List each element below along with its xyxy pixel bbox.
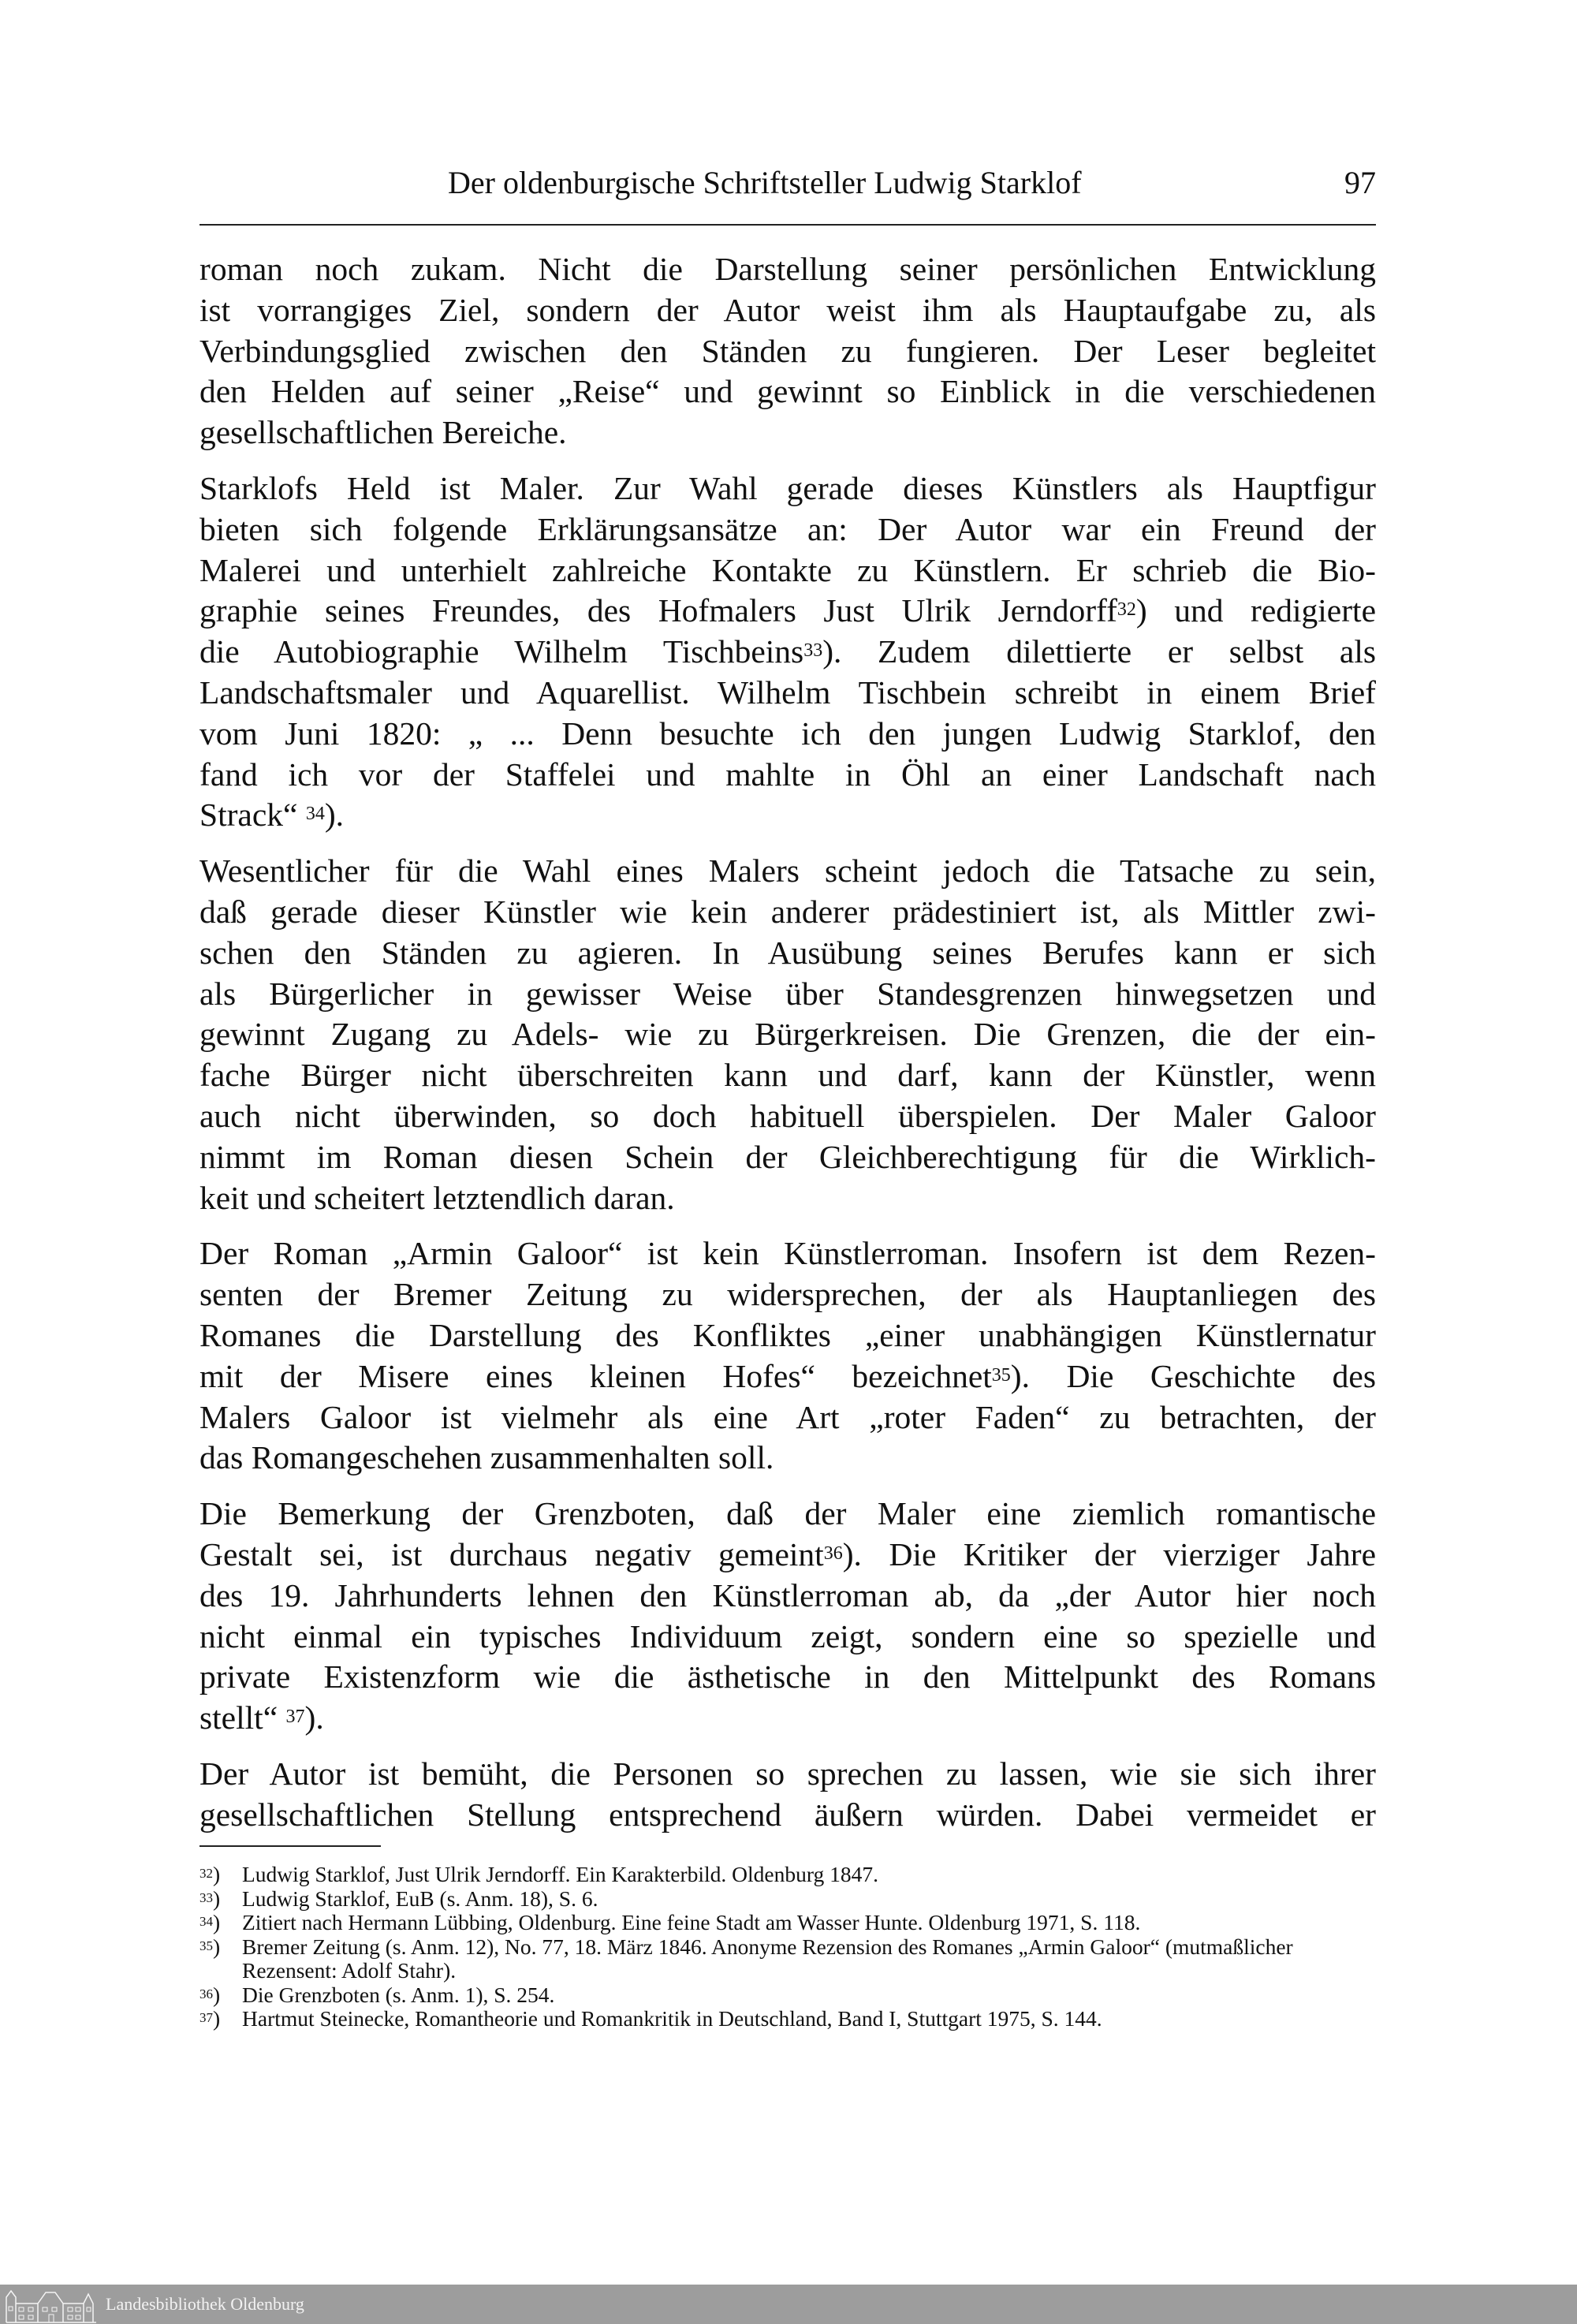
footnote-reference: 34 bbox=[305, 804, 325, 825]
text-segment: keit und scheitert letztendlich daran. bbox=[199, 1179, 675, 1216]
text-segment: fache Bürger nicht überschreiten kann und darf, kann der Künstler, wenn bbox=[199, 1057, 1376, 1094]
footnote-number-value: 37 bbox=[199, 2010, 213, 2025]
text-line bbox=[199, 1014, 1376, 1055]
text-segment: mit der Misere eines kleinen Hofes“ bezeichnet bbox=[199, 1357, 992, 1394]
footnote-number: $^{36}$) bbox=[199, 1982, 221, 2007]
text-line bbox=[199, 550, 1376, 591]
text-line bbox=[199, 1397, 1376, 1438]
text-segment: Malers Galoor ist vielmehr als eine Art „roter Faden“ zu betrachten, der bbox=[199, 1398, 1376, 1435]
paragraph bbox=[199, 851, 1376, 1218]
text-line bbox=[199, 1055, 1376, 1096]
footnote bbox=[199, 1983, 1382, 2008]
text-line bbox=[199, 892, 1376, 933]
text-line bbox=[199, 1698, 1376, 1739]
footnote-reference: 33 bbox=[803, 640, 823, 662]
footnote-number: $^{35}$) bbox=[199, 1934, 221, 1959]
footnote-number: $^{37}$) bbox=[199, 2006, 221, 2031]
footnote-number-value: 35 bbox=[199, 1938, 213, 1953]
text-line bbox=[199, 468, 1376, 509]
text-segment: als Bürgerlicher in gewisser Weise über Standesgrenzen hinwegsetzen und bbox=[199, 975, 1376, 1012]
library-building-logo bbox=[5, 2286, 98, 2324]
header-rule bbox=[199, 224, 1376, 226]
text-segment: gesellschaftlichen Stellung entsprechend äußern würden. Dabei vermeidet er bbox=[199, 1796, 1376, 1833]
running-title: Der oldenburgische Schriftsteller Ludwig Starklof bbox=[448, 165, 1082, 200]
footnote bbox=[199, 1887, 1382, 1912]
text-segment: bieten sich folgende Erklärungsansätze an: Der Autor war ein Freund der bbox=[199, 510, 1376, 547]
text-line bbox=[199, 1137, 1376, 1178]
text-line bbox=[199, 795, 1376, 836]
text-segment: Gestalt sei, ist durchaus negativ gemeint bbox=[199, 1535, 824, 1572]
text-line bbox=[199, 1438, 1376, 1479]
footnote-number-value: 33 bbox=[199, 1889, 213, 1905]
paragraph bbox=[199, 1754, 1376, 1836]
text-segment: das Romangeschehen zusammenhalten soll. bbox=[199, 1439, 774, 1476]
text-line bbox=[199, 1617, 1376, 1658]
footnote bbox=[199, 1863, 1382, 1887]
paragraph bbox=[199, 1494, 1376, 1739]
text-line bbox=[199, 1096, 1376, 1137]
text-segment: Malerei und unterhielt zahlreiche Kontakte zu Künstlern. Er schrieb die Bio- bbox=[199, 551, 1376, 588]
text-segment: ). Die Geschichte des bbox=[1010, 1357, 1376, 1394]
footnote-text: Ludwig Starklof, EuB (s. Anm. 18), S. 6. bbox=[242, 1886, 598, 1911]
text-line bbox=[199, 290, 1376, 331]
text-segment: roman noch zukam. Nicht die Darstellung seiner persönlichen Entwicklung bbox=[199, 251, 1376, 287]
footnote-number-value: 34 bbox=[199, 1914, 213, 1929]
footnote-text: Bremer Zeitung (s. Anm. 12), No. 77, 18. März 1846. Anonyme Rezension des Romanes „Armin Galoor“ (mutmaßlicher Rezensent: Adolf Stahr). bbox=[242, 1934, 1293, 1983]
text-segment: private Existenzform wie die ästhetische in den Mittelpunkt des Romans bbox=[199, 1658, 1376, 1695]
text-line bbox=[199, 1795, 1376, 1836]
text-line bbox=[199, 1178, 1376, 1219]
footnote-number-value: 36 bbox=[199, 1986, 213, 2001]
text-line bbox=[199, 509, 1376, 550]
text-line bbox=[199, 1233, 1376, 1274]
text-line bbox=[199, 1535, 1376, 1576]
footnote-rule bbox=[199, 1845, 381, 1847]
text-line bbox=[199, 933, 1376, 974]
footnote bbox=[199, 1911, 1382, 1935]
library-name: Landesbibliothek Oldenburg bbox=[106, 2294, 304, 2314]
text-line bbox=[199, 974, 1376, 1015]
text-line bbox=[199, 591, 1376, 632]
footnote-text: Zitiert nach Hermann Lübbing, Oldenburg. Eine feine Stadt am Wasser Hunte. Oldenburg 1971, S. 118. bbox=[242, 1910, 1141, 1934]
footnote-text: Hartmut Steinecke, Romantheorie und Romankritik in Deutschland, Band I, Stuttgart 1975, S. 144. bbox=[242, 2006, 1102, 2031]
text-segment: Strack“ bbox=[199, 796, 306, 834]
text-segment: gewinnt Zugang zu Adels- wie zu Bürgerkreisen. Die Grenzen, die der ein- bbox=[199, 1016, 1376, 1053]
footnote bbox=[199, 2007, 1382, 2031]
footnotes bbox=[199, 1863, 1382, 2031]
text-line bbox=[199, 755, 1376, 796]
text-segment: schen den Ständen zu agieren. In Ausübung seines Berufes kann er sich bbox=[199, 934, 1376, 971]
body-text bbox=[199, 249, 1376, 1850]
text-segment: Starklofs Held ist Maler. Zur Wahl gerade dieses Künstlers als Hauptfigur bbox=[199, 469, 1376, 506]
text-line bbox=[199, 1576, 1376, 1617]
library-footer-bar bbox=[0, 2285, 1577, 2324]
footnote-reference: 35 bbox=[991, 1364, 1011, 1386]
text-segment: Der Autor ist bemüht, die Personen so sprechen zu lassen, wie sie sich ihrer bbox=[199, 1755, 1376, 1792]
footnote-number-value: 32 bbox=[199, 1866, 213, 1881]
text-segment: auch nicht überwinden, so doch habituell überspielen. Der Maler Galoor bbox=[199, 1097, 1376, 1134]
text-segment: ). bbox=[324, 796, 345, 834]
text-line bbox=[199, 1274, 1376, 1315]
text-line bbox=[199, 1315, 1376, 1356]
footnote-reference: 36 bbox=[823, 1542, 843, 1564]
text-segment: Verbindungsglied zwischen den Ständen zu fungieren. Der Leser begleitet bbox=[199, 332, 1376, 369]
text-segment: Der Roman „Armin Galoor“ ist kein Künstlerroman. Insofern ist dem Rezen- bbox=[199, 1235, 1376, 1272]
text-line bbox=[199, 412, 1376, 453]
footnote-text: Die Grenzboten (s. Anm. 1), S. 254. bbox=[242, 1982, 555, 2007]
footnote-reference: 37 bbox=[285, 1707, 305, 1728]
running-header bbox=[199, 164, 1376, 211]
text-segment: gesellschaftlichen Bereiche. bbox=[199, 414, 567, 451]
text-segment: ist vorrangiges Ziel, sondern der Autor weist ihm als Hauptaufgabe zu, als bbox=[199, 291, 1376, 328]
text-line bbox=[199, 673, 1376, 714]
footnote-reference: 32 bbox=[1117, 599, 1136, 621]
paragraph bbox=[199, 249, 1376, 453]
text-line bbox=[199, 371, 1376, 412]
page-number: 97 bbox=[1344, 165, 1376, 200]
text-segment: graphie seines Freundes, des Hofmalers Just Ulrik Jerndorff bbox=[199, 592, 1117, 629]
text-segment: Romanes die Darstellung des Konfliktes „einer unabhängigen Künstlernatur bbox=[199, 1316, 1376, 1353]
text-segment: vom Juni 1820: „ ... Denn besuchte ich den jungen Ludwig Starklof, den bbox=[199, 714, 1376, 752]
text-segment: fand ich vor der Staffelei und mahlte in Öhl an einer Landschaft nach bbox=[199, 755, 1376, 793]
footnote-number: $^{34}$) bbox=[199, 1910, 221, 1934]
text-segment: nicht einmal ein typisches Individuum zeigt, sondern eine so spezielle und bbox=[199, 1617, 1376, 1654]
paragraph bbox=[199, 1233, 1376, 1479]
text-segment: ). Die Kritiker der vierziger Jahre bbox=[842, 1535, 1376, 1572]
text-line bbox=[199, 714, 1376, 755]
text-line bbox=[199, 1657, 1376, 1698]
text-segment: des 19. Jahrhunderts lehnen den Künstlerroman ab, da „der Autor hier noch bbox=[199, 1576, 1376, 1613]
footnote-number: $^{32}$) bbox=[199, 1862, 221, 1886]
text-line bbox=[199, 851, 1376, 892]
text-line bbox=[199, 632, 1376, 673]
footnote bbox=[199, 1935, 1382, 1983]
text-line bbox=[199, 1754, 1376, 1795]
text-segment: den Helden auf seiner „Reise“ und gewinnt so Einblick in die verschiedenen bbox=[199, 373, 1376, 410]
text-segment: senten der Bremer Zeitung zu widersprechen, der als Hauptanliegen des bbox=[199, 1276, 1376, 1313]
text-line bbox=[199, 1494, 1376, 1535]
text-segment: die Autobiographie Wilhelm Tischbeins bbox=[199, 633, 804, 670]
text-segment: Landschaftsmaler und Aquarellist. Wilhelm Tischbein schreibt in einem Brief bbox=[199, 673, 1376, 711]
text-segment: ). bbox=[304, 1699, 324, 1736]
footnote-text: Ludwig Starklof, Just Ulrik Jerndorff. Ein Karakterbild. Oldenburg 1847. bbox=[242, 1862, 879, 1886]
text-segment: ). Zudem dilettierte er selbst als bbox=[822, 633, 1376, 670]
text-line bbox=[199, 1356, 1376, 1397]
text-segment: daß gerade dieser Künstler wie kein anderer prädestiniert ist, als Mittler zwi- bbox=[199, 893, 1376, 930]
text-segment: Wesentlicher für die Wahl eines Malers scheint jedoch die Tatsache zu sein, bbox=[199, 852, 1376, 890]
text-line bbox=[199, 331, 1376, 372]
text-line bbox=[199, 249, 1376, 290]
text-segment: stellt“ bbox=[199, 1699, 286, 1736]
footnote-number: $^{33}$) bbox=[199, 1886, 221, 1911]
text-segment: nimmt im Roman diesen Schein der Gleichberechtigung für die Wirklich- bbox=[199, 1138, 1376, 1175]
text-segment: ) und redigierte bbox=[1135, 592, 1376, 629]
paragraph bbox=[199, 468, 1376, 836]
text-segment: Die Bemerkung der Grenzboten, daß der Maler eine ziemlich romantische bbox=[199, 1495, 1376, 1532]
